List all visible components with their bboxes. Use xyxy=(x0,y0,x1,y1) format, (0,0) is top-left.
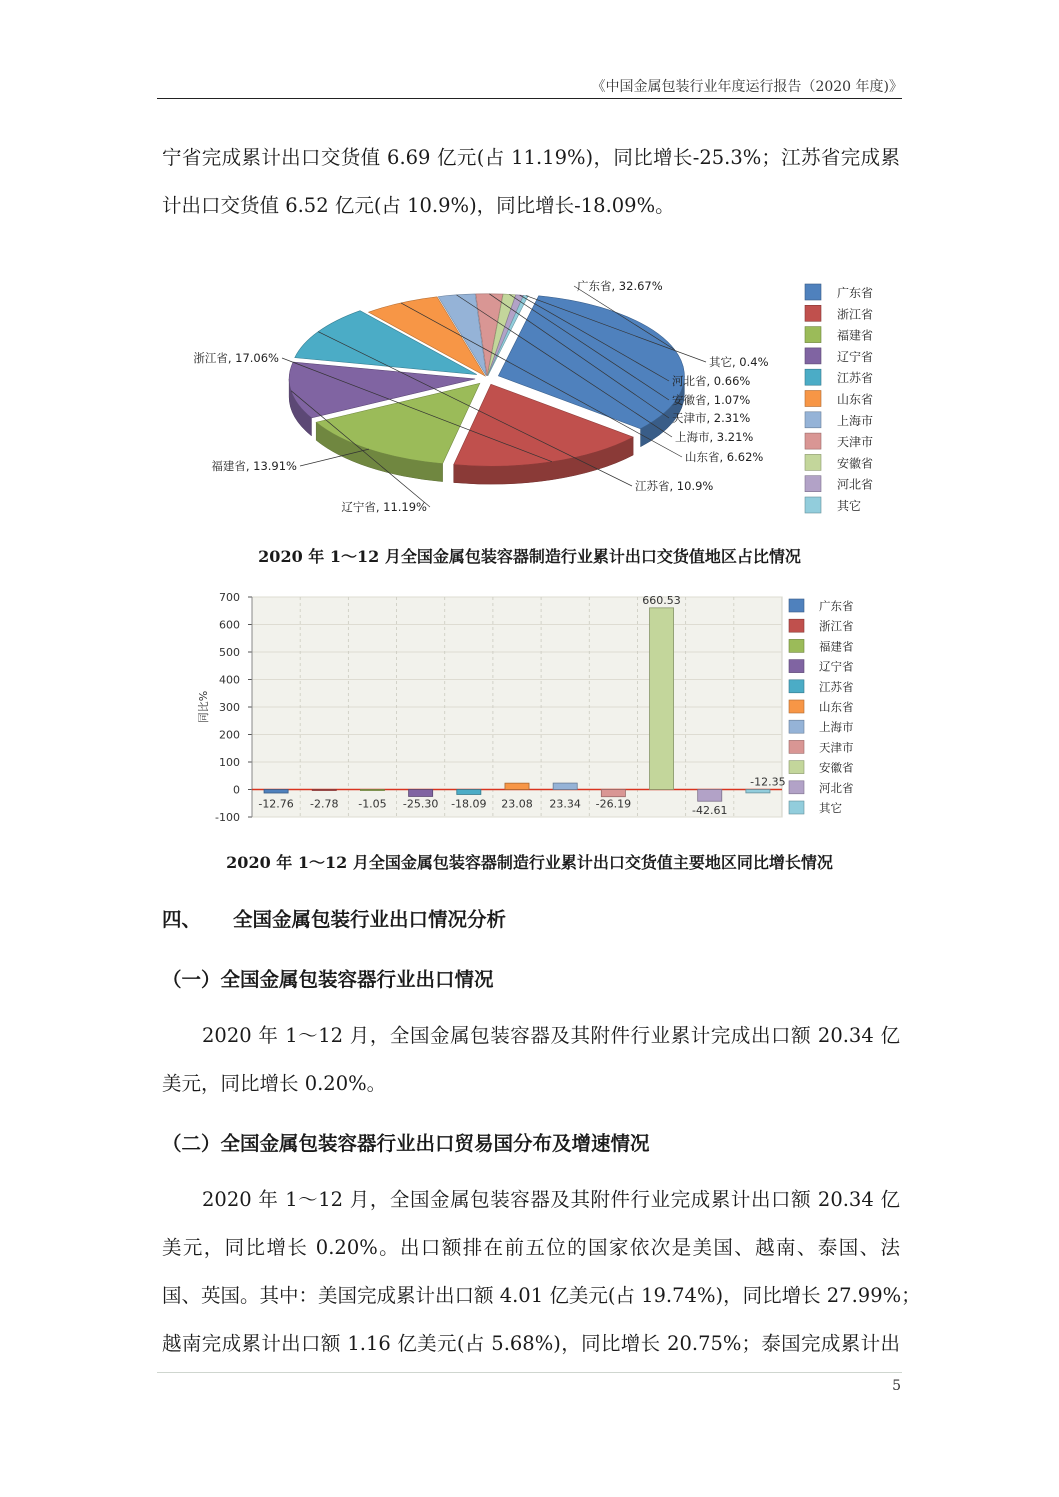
pie-data-label: 上海市, 3.21% xyxy=(675,430,754,444)
legend-label: 河北省 xyxy=(819,780,854,795)
bar xyxy=(409,790,433,797)
pie-chart-caption: 2020 年 1～12 月全国金属包装容器制造行业累计出口交货值地区占比情况 xyxy=(258,547,801,566)
legend-label: 河北省 xyxy=(837,477,874,492)
paragraph-line: 美元，同比增长 0.20%。 xyxy=(162,1072,387,1095)
pie-data-label: 福建省, 13.91% xyxy=(211,459,297,473)
legend-swatch xyxy=(789,700,804,713)
subsection-1-paragraph xyxy=(162,1012,900,1108)
bar-chart xyxy=(157,585,902,835)
intro-line: 计出口交货值 6.52 亿元(占 10.9%)，同比增长-18.09%。 xyxy=(162,194,675,217)
legend-label: 江苏省 xyxy=(837,371,874,386)
bar xyxy=(746,790,770,793)
legend-swatch xyxy=(805,497,821,513)
legend-swatch xyxy=(789,599,804,612)
bar xyxy=(312,790,336,791)
pie-chart xyxy=(157,268,902,528)
bar-value-label: 23.34 xyxy=(549,797,581,811)
running-header: 《中国金属包装行业年度运行报告（2020 年度)》 xyxy=(591,79,903,95)
legend-label: 安徽省 xyxy=(837,456,874,471)
pie-data-label: 河北省, 0.66% xyxy=(672,374,751,388)
paragraph-line: 美元，同比增长 0.20%。出口额排在前五位的国家依次是美国、越南、泰国、法 xyxy=(162,1236,900,1259)
legend-label: 其它 xyxy=(819,801,842,815)
legend-swatch xyxy=(805,369,821,385)
legend-label: 福建省 xyxy=(819,639,854,654)
legend-swatch xyxy=(805,327,821,343)
bar-chart-caption: 2020 年 1～12 月全国金属包装容器制造行业累计出口交货值主要地区同比增长情况 xyxy=(226,853,833,872)
bar-value-label: -12.76 xyxy=(258,797,294,811)
y-tick-label: 0 xyxy=(233,783,240,797)
legend-swatch xyxy=(789,740,804,753)
legend-label: 上海市 xyxy=(819,720,854,735)
y-tick-label: 600 xyxy=(219,618,240,632)
page-number: 5 xyxy=(892,1378,901,1394)
legend-swatch xyxy=(805,391,821,407)
pie-data-label: 江苏省, 10.9% xyxy=(635,479,714,493)
section-title: 全国金属包装行业出口情况分析 xyxy=(233,908,507,931)
bar xyxy=(457,790,481,795)
pie-data-label: 山东省, 6.62% xyxy=(685,450,764,464)
y-axis-label: 同比% xyxy=(197,690,210,724)
legend-label: 安徽省 xyxy=(819,760,854,775)
y-tick-label: 200 xyxy=(219,728,240,742)
pie-data-label: 广东省, 32.67% xyxy=(577,279,663,293)
subsection-2-paragraph xyxy=(162,1176,921,1368)
bar-value-label: -42.61 xyxy=(691,804,728,818)
legend-swatch xyxy=(789,720,804,733)
legend-swatch xyxy=(805,412,821,428)
legend-label: 辽宁省 xyxy=(837,349,874,364)
legend-label: 天津市 xyxy=(819,740,854,755)
legend-label: 福建省 xyxy=(837,328,874,343)
y-tick-label: 300 xyxy=(219,701,240,714)
legend-label: 浙江省 xyxy=(837,307,874,322)
legend-swatch xyxy=(789,619,804,632)
legend-swatch xyxy=(805,284,821,300)
legend-swatch xyxy=(805,476,821,492)
pie-data-label: 其它, 0.4% xyxy=(709,355,769,369)
legend-swatch xyxy=(789,680,804,693)
intro-paragraph xyxy=(162,134,900,230)
bar xyxy=(505,783,529,789)
y-tick-label: 100 xyxy=(219,756,240,769)
legend-label: 广东省 xyxy=(819,599,854,613)
footer-rule xyxy=(157,1372,902,1373)
legend-label: 辽宁省 xyxy=(819,659,854,674)
bar-value-label: -2.78 xyxy=(310,797,339,811)
pie-data-label: 浙江省, 17.06% xyxy=(193,351,279,365)
bar-value-label: -18.09 xyxy=(451,797,487,811)
bar xyxy=(698,790,722,802)
pie-data-label: 辽宁省, 11.19% xyxy=(341,500,427,514)
paragraph-line: 2020 年 1～12 月，全国金属包装容器及其附件行业完成累计出口额 20.34 亿 xyxy=(202,1188,900,1211)
legend-label: 其它 xyxy=(837,499,862,513)
legend-swatch xyxy=(805,348,821,364)
subsection-2-title: （二）全国金属包装容器行业出口贸易国分布及增速情况 xyxy=(162,1132,650,1155)
bar xyxy=(650,608,674,790)
bar xyxy=(360,790,384,791)
header-rule xyxy=(157,98,902,99)
bar-value-label: -25.30 xyxy=(402,797,439,811)
y-tick-label: -100 xyxy=(215,811,240,824)
legend-swatch xyxy=(805,454,821,470)
bar xyxy=(264,790,288,794)
bar xyxy=(553,783,577,789)
legend-label: 浙江省 xyxy=(819,619,854,634)
y-tick-label: 700 xyxy=(219,591,240,604)
pie-data-label: 天津市, 2.31% xyxy=(672,411,751,425)
section-number: 四、 xyxy=(162,908,202,931)
legend-label: 江苏省 xyxy=(819,679,854,694)
paragraph-line: 越南完成累计出口额 1.16 亿美元(占 5.68%)，同比增长 20.75%；泰国完成累计出 xyxy=(162,1332,900,1355)
legend-swatch xyxy=(789,801,804,814)
intro-line: 宁省完成累计出口交货值 6.69 亿元(占 11.19%)，同比增长-25.3%；江苏省完成累 xyxy=(162,146,900,169)
y-tick-label: 500 xyxy=(219,646,240,659)
subsection-1-title: （一）全国金属包装容器行业出口情况 xyxy=(162,968,494,991)
bar-value-label: 660.53 xyxy=(642,593,681,607)
legend-swatch xyxy=(805,433,821,449)
pie-data-label: 安徽省, 1.07% xyxy=(672,393,751,407)
legend-label: 广东省 xyxy=(837,286,874,300)
legend-label: 上海市 xyxy=(837,413,874,428)
y-tick-label: 400 xyxy=(219,673,240,687)
paragraph-line: 国、英国。其中：美国完成累计出口额 4.01 亿美元(占 19.74%)，同比增长 27.99%； xyxy=(162,1284,921,1307)
legend-swatch xyxy=(789,781,804,794)
legend-swatch xyxy=(805,305,821,321)
paragraph-line: 2020 年 1～12 月，全国金属包装容器及其附件行业累计完成出口额 20.34 亿 xyxy=(202,1024,900,1047)
legend-swatch xyxy=(789,639,804,652)
bar-value-label: 23.08 xyxy=(501,797,533,811)
bar-value-label: -1.05 xyxy=(358,797,387,811)
legend-label: 山东省 xyxy=(819,700,854,714)
bar-value-label: -12.35 xyxy=(750,775,786,789)
legend-swatch xyxy=(789,660,804,673)
legend-label: 山东省 xyxy=(837,392,874,407)
bar xyxy=(601,790,625,797)
bar-value-label: -26.19 xyxy=(595,797,632,811)
legend-label: 天津市 xyxy=(837,435,874,450)
legend-swatch xyxy=(789,761,804,774)
